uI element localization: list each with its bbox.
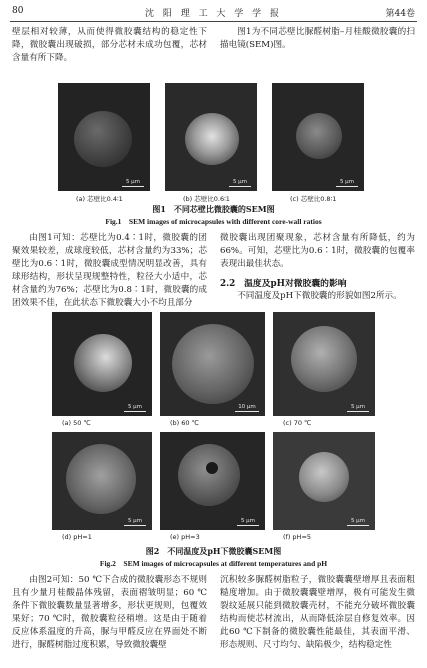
fig2-caption-en: Fig.2 SEM images of microcapsules at different temperatures and pH [99,559,328,568]
microcapsule-particle [66,444,136,514]
fig1-label-c: (c) 芯壁比0.8∶1 [290,195,337,203]
sem-image-2b [160,312,265,416]
fig2-caption-cn: 图2 不同温度及pH下微胶囊SEM图 [145,546,282,556]
fig2-label-b: (b) 60 ℃ [170,419,199,427]
fig1-label-b: (b) 芯壁比0.6∶1 [183,195,230,203]
sem-image-2e [160,432,265,530]
top-left-paragraph: 壁层相对较薄，从而使得微胶囊结构的稳定性下降，微胶囊出现破损，部分芯材未成功包覆，芯材含量有所下降。 [12,27,207,63]
fig1-caption-en: Fig.1 SEM images of microcapsules with different core-wall ratios [105,217,322,226]
section-paragraph: 不同温度及pH下微胶囊的形貌如图2所示。 [237,291,402,301]
scale-bar: 5 μm [124,518,146,527]
scale-bar: 5 μm [122,179,144,188]
bottom-left-paragraph: 由图2可知：50 ℃下合成的微胶囊形态不规则且有少量月桂酸晶体残留，表面褶皱明显；60 ℃条件下微胶囊数量显著增多，形状更规则，包覆效果好；70 ℃时，微胶囊粒径稍增。这是由于随着反应体系温度的升高，脲与甲醛反应在界面处不断进行，脲醛树脂过度积累，导致微胶囊壁 [12,575,207,650]
scale-bar: 5 μm [336,179,358,188]
fig1-caption-cn: 图1 不同芯壁比微胶囊的SEM图 [152,204,275,214]
microcapsule-particle [291,326,357,392]
top-right-paragraph: 图1为不同芯壁比脲醛树脂–月桂酸微胶囊的扫描电镜(SEM)图。 [220,27,415,50]
sem-image-1a [58,83,150,191]
running-header [12,6,415,20]
microcapsule-particle [296,113,342,159]
sem-image-2a [52,312,152,416]
microcapsule-particle [172,324,254,404]
scale-bar: 5 μm [347,404,369,413]
fig2-label-f: (f) pH=5 [283,533,312,541]
fig1-label-a: (a) 芯壁比0.4∶1 [76,195,123,203]
scale-bar: 5 μm [347,518,369,527]
microcapsule-particle [178,444,240,506]
volume-label: 第44卷 [385,9,415,19]
sem-image-2f [273,432,375,530]
fig2-label-d: (d) pH=1 [62,533,92,541]
page-number: 80 [12,6,24,16]
fig2-label-a: (a) 50 ℃ [62,419,91,427]
mid-right-paragraph: 微胶囊出现团聚现象，芯材含量有所降低，约为66%。可知，芯壁比为0.6∶1时，微胶囊的包覆率表现出最佳状态。 [220,233,415,269]
scale-bar: 5 μm [229,179,251,188]
sem-image-1c [272,83,364,191]
sem-image-2d [52,432,152,530]
scale-bar: 5 μm [124,404,146,413]
fig2-label-c: (c) 70 ℃ [283,419,312,427]
microcapsule-particle [74,334,132,392]
microcapsule-particle [185,113,239,165]
sem-image-1b [165,83,257,191]
scale-bar: 5 μm [237,518,259,527]
header-rule [10,21,417,22]
microcapsule-particle [299,452,349,502]
fig2-label-e: (e) pH=3 [170,533,200,541]
mid-left-paragraph: 由图1可知：芯壁比为0.4∶1时，微胶囊的团聚效果较差，成球度较低，芯材含量约为33%；芯壁比为0.6∶1时，微胶囊成型情况明显改善，具有球形结构，形状呈现规整特性，粒径大小适中，芯材含量约为76%；芯壁比为0.8∶1时，微胶囊的成团效果不佳，在此状态下微胶囊大小不均且部分 [12,233,207,308]
microcapsule-particle [74,111,132,167]
bottom-right-paragraph: 沉积较多脲醛树脂粒子，微胶囊囊壁增厚且表面粗糙度增加。由于微胶囊囊壁增厚，极有可能发生微裂纹延展只能到微胶囊壳材，不能充分破坏微胶囊结构而使芯材流出，从而降低涂层自修复效率。因此60 ℃下制备的微胶囊性能最佳，其表面平滑、形态规则、尺寸均匀、缺陷极少，结构稳定性 [220,575,415,650]
section-heading: 2.2 温度及pH对微胶囊的影响 [220,279,347,289]
sem-image-2c [273,312,375,416]
journal-title: 沈 阳 理 工 大 学 学 报 [144,9,283,19]
scale-bar: 10 μm [235,404,259,413]
pore-hole [206,462,218,474]
